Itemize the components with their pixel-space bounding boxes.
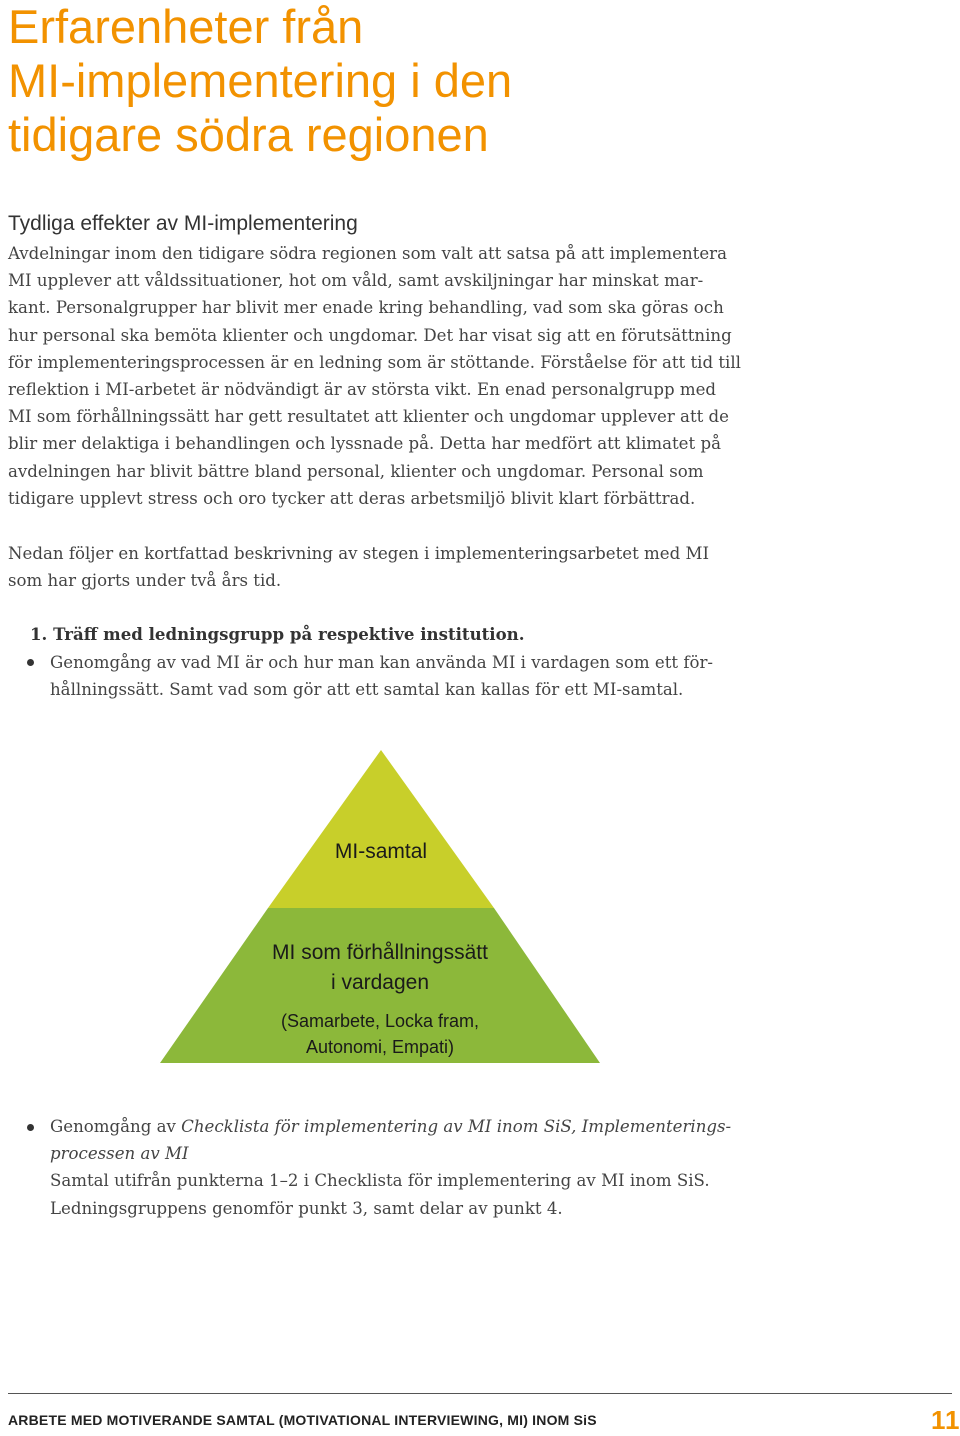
step-1-bullet [50,649,713,703]
pyramid-bottom-sub-line-2: Autonomi, Empati) [305,1037,455,1057]
mi-pyramid-diagram [160,750,600,1074]
body-paragraph [8,240,908,512]
checklist-bullet [50,1113,731,1222]
section-heading: Tydliga effekter av MI-implementering [8,212,358,235]
bullet-line-2 [50,1140,731,1167]
paragraph-line: reflektion i MI-arbetet är nödvändigt är av största vikt. En enad personalgrupp med [8,380,717,400]
page-title [8,0,512,162]
pyramid-top-tier [268,750,494,908]
paragraph-line: för implementeringsprocessen är en ledning som är stöttande. Förståelse för att tid till [8,352,741,372]
intro-line: som har gjorts under två års tid. [8,571,282,591]
pyramid-top-label: MI-samtal [334,840,428,863]
paragraph-line: MI som förhållningssätt har gett resultatet att klienter och ungdomar upplever att de [8,407,730,427]
title-line-1: Erfarenheter från [8,0,364,53]
title-line-2: MI-implementering i den [8,54,513,107]
paragraph-line: kant. Personalgrupper har blivit mer enade kring behandling, vad som ska göras och [8,298,724,318]
paragraph-line: Avdelningar inom den tidigare södra regionen som valt att satsa på att implementera [8,244,727,263]
checklist-title-italic-cont: processen av MI [50,1144,189,1164]
intro-line: Nedan följer en kortfattad beskrivning av stegen i implementeringsarbetet med MI [8,544,710,563]
intro-paragraph [8,540,908,594]
bullet-line: Genomgång av vad MI är och hur man kan använda MI i vardagen som ett för- [50,653,714,672]
checklist-title-italic: Checklista för implementering av MI inom SiS, Implementerings- [181,1117,732,1136]
bullet-line-4: Ledningsgruppens genomför punkt 3, samt delar av punkt 4. [50,1198,563,1218]
pyramid-bottom-label-line-1: MI som förhållningssätt [272,941,488,964]
step-1-heading: 1. Träff med ledningsgrupp på respektive institution. [30,624,525,644]
bullet-line: hållningssätt. Samt vad som gör att ett samtal kan kallas för ett MI-samtal. [50,680,684,700]
bullet-icon [27,1124,34,1131]
page-number: 11 [931,1405,960,1435]
paragraph-line: hur personal ska bemöta klienter och ungdomar. Det har visat sig att en förutsättning [8,325,732,345]
paragraph-line: MI upplever att våldssituationer, hot om våld, samt avskiljningar har minskat mar- [8,271,704,291]
bullet-icon [27,659,34,666]
pyramid-bottom-sub-line-1: (Samarbete, Locka fram, [280,1011,480,1031]
paragraph-line: blir mer delaktiga i behandlingen och lyssnade på. Detta har medfört att klimatet på [8,434,721,454]
paragraph-line: tidigare upplevt stress och oro tycker att deras arbetsmiljö blivit klart förbättrad. [8,488,696,508]
footer-divider [8,1393,952,1394]
title-line-3: tidigare södra regionen [8,108,489,161]
bullet-line-1 [50,1113,731,1140]
paragraph-line: avdelningen har blivit bättre bland personal, klienter och ungdomar. Personal som [8,461,704,481]
bullet-prefix: Genomgång av [50,1117,182,1136]
bullet-line-3: Samtal utifrån punkterna 1–2 i Checklista för implementering av MI inom SiS. [50,1171,710,1191]
footer-running-title: ARBETE MED MOTIVERANDE SAMTAL (MOTIVATIONAL INTERVIEWING, MI) INOM SiS [8,1412,597,1428]
pyramid-bottom-label-line-2: i vardagen [330,971,430,994]
